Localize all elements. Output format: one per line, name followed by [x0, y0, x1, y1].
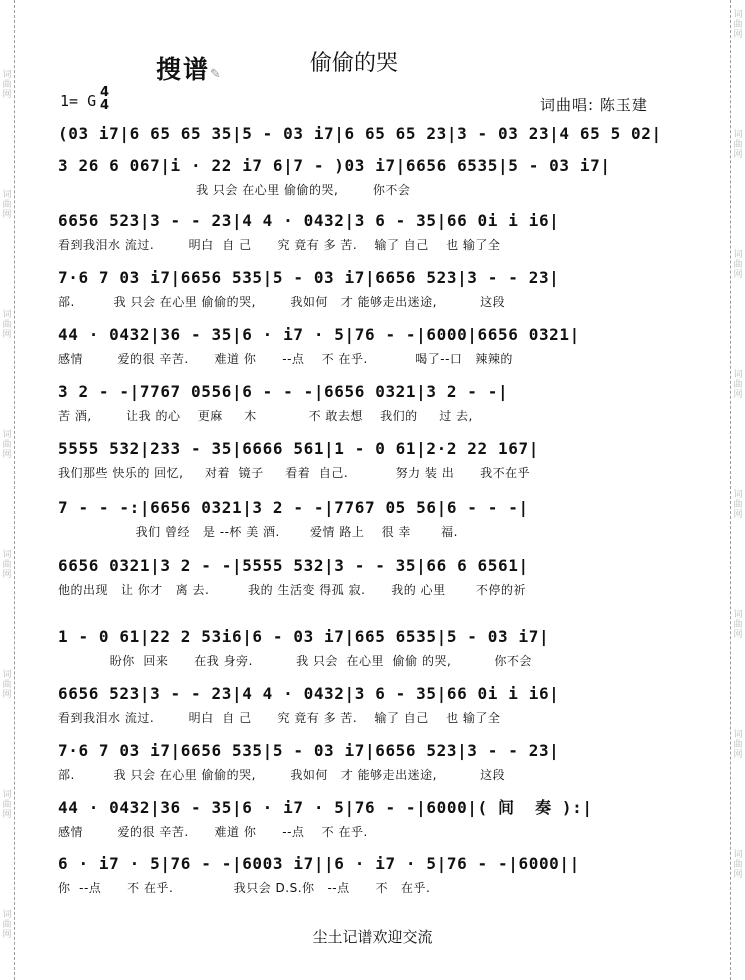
- watermark-text: 词曲网: [2, 910, 12, 940]
- lyric-line: 部. 我 只会 在心里 偷偷的哭, 我如何 才 能够走出迷途, 这段: [58, 768, 506, 782]
- song-title: 偷偷的哭: [310, 51, 399, 76]
- notation-line: (03 i7|6 65 65 35|5 - 03 i7|6 65 65 23|3 - 03 23|4 65 5 02|: [58, 124, 662, 143]
- score-row: [58, 439, 688, 481]
- notation-line: 7·6 7 03 i7|6656 535|5 - 03 i7|6656 523|3 - - 23|: [58, 268, 560, 287]
- notation-line: 5555 532|233 - 35|6666 561|1 - 0 61|2·2 22 167|: [58, 439, 539, 458]
- lyric-line: 部. 我 只会 在心里 偷偷的哭, 我如何 才 能够走出迷途, 这段: [58, 295, 506, 309]
- notation-line: 3 2 - -|7767 0556|6 - - -|6656 0321|3 2 - -|: [58, 382, 509, 401]
- lyric-line: 我们那些 快乐的 回忆, 对着 镜子 看着 自己. 努力 装 出 我不在乎: [58, 466, 531, 480]
- notation-line: 6656 523|3 - - 23|4 4 · 0432|3 6 - 35|66 0i i i6|: [58, 684, 560, 703]
- notation-line: 44 · 0432|36 - 35|6 · i7 · 5|76 - -|6000|( 间 奏 ):|: [58, 798, 593, 817]
- watermark-text: 词曲网: [2, 430, 12, 460]
- lyric-line: 我 只会 在心里 偷偷的哭, 你不会: [58, 183, 411, 197]
- score-row: [58, 798, 688, 840]
- footer-note: 尘土记谱欢迎交流: [312, 928, 433, 946]
- watermark-text: 词曲网: [733, 250, 743, 280]
- notation-line: 6656 523|3 - - 23|4 4 · 0432|3 6 - 35|66 0i i i6|: [58, 211, 560, 230]
- watermark-text: 词曲网: [2, 310, 12, 340]
- lyric-line: 感情 爱的很 辛苦. 难道 你 --点 不 在乎. 喝了--口 辣辣的: [58, 352, 513, 366]
- notation-line: 44 · 0432|36 - 35|6 · i7 · 5|76 - -|6000|6656 0321|: [58, 325, 580, 344]
- time-signature-top: 4: [100, 85, 110, 100]
- lyric-line: 他的出现 让 你才 离 去. 我的 生活变 得孤 寂. 我的 心里 不停的祈: [58, 583, 526, 597]
- feather-icon: ✎: [210, 67, 223, 82]
- watermark-text: 词曲网: [2, 670, 12, 700]
- left-watermark-strip: [0, 0, 15, 980]
- watermark-text: 词曲网: [2, 550, 12, 580]
- watermark-text: 词曲网: [733, 730, 743, 760]
- watermark-text: 词曲网: [2, 190, 12, 220]
- lyric-line: 你 --点 不 在乎. 我只会 D.S.你 --点 不 在乎.: [58, 881, 431, 895]
- score-row: [58, 124, 688, 150]
- watermark-text: 词曲网: [733, 130, 743, 160]
- score-row: [58, 268, 688, 310]
- watermark-text: 词曲网: [2, 790, 12, 820]
- score-row: [58, 854, 688, 896]
- watermark-text: 词曲网: [733, 850, 743, 880]
- right-watermark-strip: [730, 0, 745, 980]
- lyric-line: 苦 酒, 让我 的心 更麻 木 不 敢去想 我们的 过 去,: [58, 409, 473, 423]
- score-row: [58, 156, 688, 198]
- watermark-text: 词曲网: [733, 490, 743, 520]
- score-row: [58, 684, 688, 726]
- site-logo: [156, 50, 223, 86]
- score-row: [58, 741, 688, 783]
- watermark-text: 词曲网: [2, 70, 12, 100]
- score-row: [58, 325, 688, 367]
- lyric-line: 盼你 回来 在我 身旁. 我 只会 在心里 偷偷 的哭, 你不会: [58, 654, 532, 668]
- score-row: [58, 498, 688, 540]
- notation-line: 1 - 0 61|22 2 53i6|6 - 03 i7|665 6535|5 - 03 i7|: [58, 627, 550, 646]
- lyric-line: 感情 爱的很 辛苦. 难道 你 --点 不 在乎.: [58, 825, 368, 839]
- logo-text: 搜谱: [156, 55, 211, 84]
- key-signature: 1= G: [60, 92, 97, 110]
- time-signature-bottom: 4: [100, 98, 110, 113]
- score-row: [58, 556, 688, 598]
- notation-line: 6 · i7 · 5|76 - -|6003 i7||6 · i7 · 5|76 - -|6000||: [58, 854, 580, 873]
- watermark-text: 词曲网: [733, 370, 743, 400]
- notation-line: 3 26 6 067|i · 22 i7 6|7 - )03 i7|6656 6535|5 - 03 i7|: [58, 156, 611, 175]
- watermark-text: 词曲网: [733, 610, 743, 640]
- notation-line: 6656 0321|3 2 - -|5555 532|3 - - 35|66 6 6561|: [58, 556, 529, 575]
- score-row: [58, 627, 688, 669]
- score-row: [58, 382, 688, 424]
- notation-line: 7 - - -:|6656 0321|3 2 - -|7767 05 56|6 - - -|: [58, 498, 529, 517]
- lyric-line: 看到我泪水 流过. 明白 自 己 究 竟有 多 苦. 输了 自己 也 输了全: [58, 711, 501, 725]
- notation-line: 7·6 7 03 i7|6656 535|5 - 03 i7|6656 523|3 - - 23|: [58, 741, 560, 760]
- time-signature: [100, 86, 109, 112]
- score-row: [58, 211, 688, 253]
- lyric-line: 看到我泪水 流过. 明白 自 己 究 竟有 多 苦. 输了 自己 也 输了全: [58, 238, 501, 252]
- lyric-line: 我们 曾经 是 --杯 美 酒. 爱情 路上 很 幸 福.: [58, 525, 458, 539]
- watermark-text: 词曲网: [733, 10, 743, 40]
- credit-line: 词曲唱: 陈玉建: [540, 96, 648, 114]
